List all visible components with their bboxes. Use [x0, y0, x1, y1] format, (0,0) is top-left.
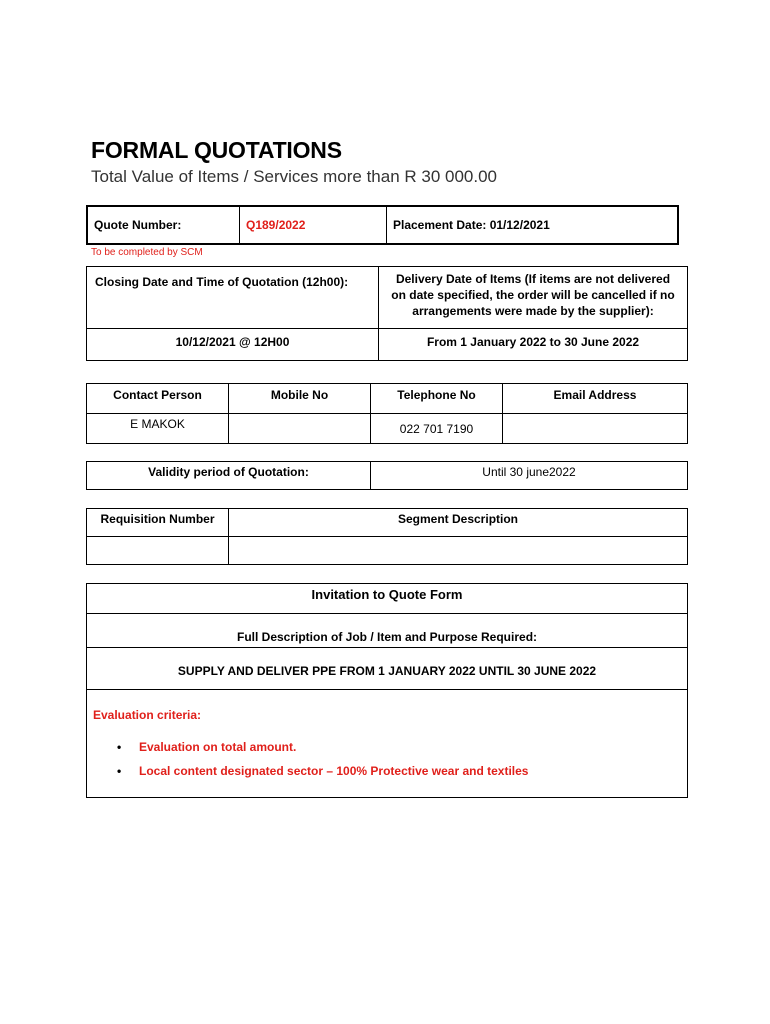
- list-item: • Evaluation on total amount.: [117, 740, 297, 754]
- description-label: Full Description of Job / Item and Purpose Required:: [87, 614, 688, 648]
- description-value: SUPPLY AND DELIVER PPE FROM 1 JANUARY 2022 UNTIL 30 JUNE 2022: [87, 648, 688, 690]
- bullet-icon: •: [117, 740, 122, 754]
- list-item: • Local content designated sector – 100% Protective wear and textiles: [117, 764, 529, 778]
- telephone-no-value: 022 701 7190: [371, 414, 503, 444]
- contact-person-value: E MAKOK: [87, 414, 229, 444]
- placement-date: Placement Date: 01/12/2021: [387, 206, 679, 244]
- quote-number-table: [86, 205, 679, 245]
- evaluation-criteria: [87, 690, 688, 798]
- segment-description-value: [229, 537, 688, 565]
- scm-note: To be completed by SCM: [91, 247, 203, 258]
- page-title: FORMAL QUOTATIONS: [91, 137, 342, 163]
- validity-label: Validity period of Quotation:: [87, 462, 371, 490]
- validity-table: [86, 461, 688, 490]
- criteria-list: [87, 740, 687, 788]
- email-address-header: Email Address: [503, 384, 688, 414]
- closing-date-value: 10/12/2021 @ 12H00: [87, 329, 379, 361]
- bullet-icon: •: [117, 764, 122, 778]
- page-subtitle: Total Value of Items / Services more than R 30 000.00: [91, 167, 498, 186]
- quote-number-value: Q189/2022: [240, 206, 387, 244]
- contact-person-header: Contact Person: [87, 384, 229, 414]
- evaluation-criteria-label: Evaluation criteria:: [93, 708, 202, 722]
- segment-description-label: Segment Description: [229, 509, 688, 537]
- validity-value: Until 30 june2022: [371, 462, 688, 490]
- closing-date-label: Closing Date and Time of Quotation (12h00):: [87, 267, 379, 329]
- telephone-no-header: Telephone No: [371, 384, 503, 414]
- delivery-date-value: From 1 January 2022 to 30 June 2022: [379, 329, 688, 361]
- mobile-no-value: [229, 414, 371, 444]
- delivery-date-label: Delivery Date of Items (If items are not delivered on date specified, the order will be cancelled if no arrangements were made by the supplier):: [379, 267, 688, 329]
- mobile-no-header: Mobile No: [229, 384, 371, 414]
- invitation-table: [86, 583, 688, 798]
- requisition-table: [86, 508, 688, 565]
- dates-table: [86, 266, 688, 361]
- requisition-number-label: Requisition Number: [87, 509, 229, 537]
- contact-table: [86, 383, 688, 444]
- invitation-title: Invitation to Quote Form: [87, 584, 688, 614]
- requisition-number-value: [87, 537, 229, 565]
- quote-number-label: Quote Number:: [87, 206, 240, 244]
- email-address-value: [503, 414, 688, 444]
